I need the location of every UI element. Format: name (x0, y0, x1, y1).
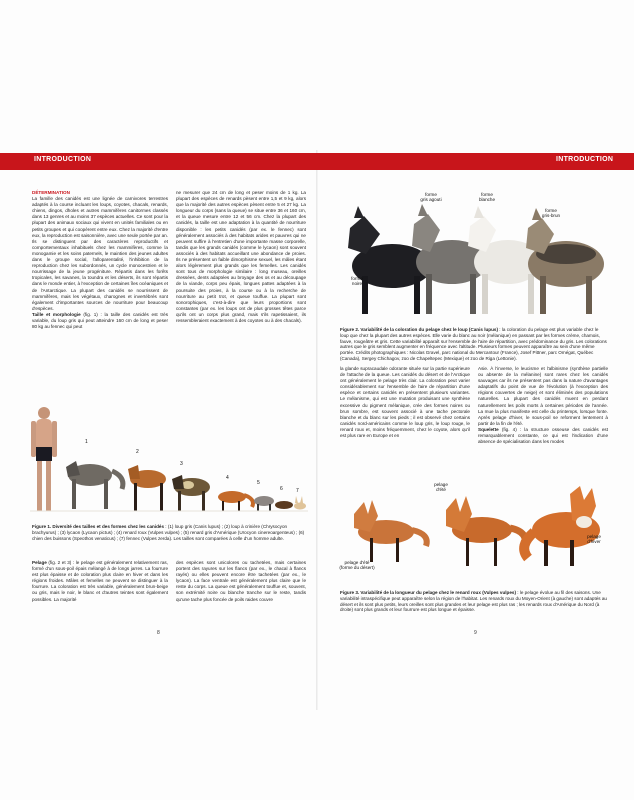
figure-1-number-2: 2 (136, 449, 139, 455)
grey-fox-figure (254, 496, 274, 511)
label-summer-desert: pelage d'été (forme du désert) (339, 560, 375, 571)
left-page-column-2 (176, 190, 306, 324)
skeleton-paragraph: (fig. 4) : la structure osseuse des canidés est remarquablement constante, ce qui est l'indication d'une absence de spécialisation dans les modes (478, 426, 608, 445)
fennec-figure (294, 496, 306, 510)
section-title: DÉTERMINATION (32, 190, 70, 195)
figure-1-caption-text: : (1) loup gris (Canis lupus) ; (2) loup à crinière (Chrysocyon brachyurus) ; (3) lycaon (Lycaon pictus) ; (4) renard roux (Vulpes vulpes) ; (5) renard gris d'Amérique (Urocyon cinereoargenteus) ; (6) chien des buissons (Speothos venaticus) ; (7) fennec (Vulpes zerda). Les tailles sont comparées à celle d'un homme adulte. (32, 524, 305, 541)
right-page-column-1 (340, 366, 470, 439)
pelage-paragraph: (fig. 2 et 3) : le pelage est généralement relativement ras, formé d'un sous-poil épais mélangé à de longs jarres. La fourrure est plus épaisse et de coloration plus claire en hiver et dans les régions froides. Mâles et femelles ne peuvent se distinguer à la fourrure. La coloration est très variable, généralement brun-beige ou gris, mais le noir, le blanc et d'autres teintes sont également possibles. La majorité (32, 560, 168, 602)
figure-1-number-4: 4 (226, 475, 229, 481)
book-gutter (316, 150, 318, 710)
label-grey-agouti: forme gris agouti (420, 192, 442, 203)
figure-2-caption-text: : la coloration du pelage est plus variable chez le loup que chez la plupart des autres espèces. Elle varie du blanc au noir (mélanique) en passant par les formes crème, chamois, fauve, rougeâtre et gris. Cette variabilité apparaît sur l'ensemble de l'aire de répartition, avec prédominance du gris. Les colorations autres que le gris semblent augmenter en fréquence avec l'altitude. Plusieurs formes peuvent apparaître au sein d'une même portée. Crédits photographiques : Nicolas Gravel, parc national du Mercantour (France), Josef Pittner, parc Omégat, Québec (Canada), Sergey Chichagov, zoo de Chapeltepec (Mexique) et zoo de Riga (Lettonie). (340, 327, 607, 361)
left-page-number: 8 (157, 630, 160, 636)
african-wild-dog-figure (172, 475, 210, 511)
albinism-paragraph: Asie. À l'inverse, le leucisme et l'albinisme (synthèse partielle ou absente de la mélanine) sont rares chez les canidés sauvages car ils ne présentent pas dans la nature d'avantages adaptatifs du point de vue de l'évolution (à l'exception des régions couvertes de neige) et sont éliminés des populations naturelles. La plupart des canidés muent en perdant naturellement les poils morts à certaines périodes de l'année. La mue la plus manifeste est celle du printemps, lorsque fonte. Après pelage d'hiver, le sous-poil se reforment lentement à partir de la fin de l'été. (478, 366, 608, 426)
figure-1-number-1: 1 (85, 439, 88, 445)
size-continued-paragraph: ne mesurer que 24 cm de long et peser moins de 1 kg. La plupart des espèces de renards pèsent entre 1,5 et 9 kg, alors que la majorité des autres espèces pèsent entre 5 et 27 kg. La longueur du corps (sans la queue) se situe entre 36 et 160 cm, et la queue mesure entre 12 et 56 cm. Chez la plupart des canidés, la taille est une adaptation à la quantité de nourriture disponible : les petits canidés (par ex. le fennec) sont généralement associés à des habitats arides et pauvres qui ne peuvent suffire à l'entretien d'une importante masse corporelle, tandis que les grands canidés (comme le lycaon) sont souvent associés à des habitats accueillant une abondance de proies. Ils ne présentent un faible dimorphisme sexuel, les mâles étant alors légèrement plus grands que les femelles. Les canidés sont tous de morphologie similaire : long museau, oreilles dressées, dents adaptées au broyage des os et au découpage de la viande, corps peu épais, longues pattes adaptées à la poursuite des proies, à la course ou à la recherche de nourriture au petit trot, et queue touffue. La plupart sont sonorophiques, c'est-à-dire que leurs proportions sont constantes (par ex. les loups ont de plus grosses têtes parce qu'ils ont un corps plus grand, mais s'ils rapetissaient, ils ressembleraient exactement à des coyotes ou à des chacals). (176, 190, 306, 323)
figure-2-caption-title: Figure 2. Variabilité de la coloration du pelage chez le loup (Canis lupus) (340, 327, 499, 332)
figure-3-caption (340, 590, 608, 613)
header-left-title: INTRODUCTION (34, 156, 92, 163)
label-winter: pelage d'hiver (587, 534, 601, 545)
figure-1-caption (32, 524, 308, 541)
chapter-header-bar (0, 153, 634, 170)
human-figure (31, 407, 57, 511)
size-paragraph: (fig. 1) : la taille des canidés est très variable, du loup gris qui peut atteindre 160 cm de long et peser 80 kg au fennec qui peut (32, 311, 169, 330)
left-page-bottom-column-2 (176, 560, 306, 603)
pelage-heading: Pelage (32, 560, 47, 565)
figure-1-illustration (30, 405, 308, 520)
skeleton-heading: Squelette (478, 426, 499, 432)
summer-red-fox-figure (446, 496, 525, 566)
figure-1-caption-title: Figure 1. Diversité des tailles et des formes chez les canidés (32, 524, 165, 529)
header-right-title: INTRODUCTION (556, 156, 614, 163)
right-page-column-2 (478, 366, 608, 445)
left-page-column-1 (32, 190, 168, 330)
desert-red-fox-figure (354, 500, 427, 562)
figure-2-caption (340, 327, 608, 362)
maned-wolf-figure (128, 465, 166, 511)
pelage-colour-paragraph: la glande supracaudale odorante située sur la partie supérieure de l'attache de la queue. Les canidés du désert et de l'Arctique ont généralement le pelage très clair. La coloration peut varier considérablement sur l'ensemble de l'aire de répartition d'une espèce et certains canidés en présentent plusieurs variantes. Le mélanisme, qui est une mutation produisant une synthèse excessive du pigment mélanique, crée des formes noires ou brun sombre, est souvent associé à une tache pectorale blanche et du blanc sur les pieds ; il est observé chez certains canidés nord-américains comme le loup gris, le loup rouge, le renard roux et, moins fréquemment, chez le coyote, alors qu'il est plus rare en Europe et en (340, 366, 470, 439)
left-page-bottom-column-1 (32, 560, 168, 603)
red-fox-figure (218, 491, 253, 511)
size-heading: Taille et morphologie (32, 311, 81, 317)
label-summer: pelage d'été (434, 482, 448, 493)
figure-1-number-7: 7 (296, 488, 299, 494)
figure-1-number-3: 3 (180, 461, 183, 467)
label-white: forme blanche (478, 192, 496, 203)
pelage-continued-paragraph: des espèces sont unicolores ou tachetées, mais certaines portent des rayures sur les flancs (par ex., le chacal à flancs rayés) ou elles peuvent encore être tachetées (par ex., le lycaon). La face ventrale est généralement plus claire que le reste du corps. La queue est généralement touffue et, souvent, son extrémité noire ou blanche tranche sur le reste, tandis qu'une tache plus foncée de poils raides couvre (176, 560, 306, 602)
label-grey-brown: forme gris-brun (541, 208, 561, 219)
figure-1-number-6: 6 (280, 486, 283, 492)
bush-dog-figure (275, 501, 293, 509)
figure-1-number-5: 5 (257, 480, 260, 486)
figure-3-caption-text: : le pelage évolue au fil des saisons. Une variabilité intraspécifique peut apparaître selon la région de l'habitat. Les renards roux du Moyen-Orient (à gauche) sont adaptés au désert et ils sont plus petits, leurs oreilles sont plus grandes et leur pelage est plus ras ; les renards roux d'Amérique du Nord (à droite) sont plus grands et leur fourrure est plus longue et épaisse. (340, 590, 607, 613)
wolf-grey-brown-figure (526, 208, 604, 314)
figure-3-illustration (334, 474, 610, 584)
figure-3-caption-title: Figure 3. Variabilité de la longueur du pelage chez le renard roux (Vulpes vulpes) (340, 590, 516, 595)
grey-wolf-figure (66, 461, 123, 509)
intro-paragraph: La famille des canidés est une lignée de carnivores terrestres adaptés à la course incluant les loups, coyotes, chacals, renards, chiens, dingos, dholes et autres mammifères canitormes classés dans 13 genres et au moins 37 espèces actuelles. Ce sont pour la plupart des animaux sociaux qui vivent en unités familiales ou en petits groupes et qui coopèrent entre eux. Chez la majorité d'entre eux, la reproduction est saisonnière, avec une seule portée par an. Ils se distinguent par des caractères reproductifs et comportementaux inhabituels chez les mammifères, comme la monogamie et les soins paternels, le maintien des jeunes adultes dans le groupe social, l'alloparentalité, l'inhibition de la reproduction chez les subordonnés, un cycle monocestrien et le nourrissage de la jeune progéniture. Répartis dans les forêts tropicales, les savanes, la toundra et les déserts, ils sont répartis dans le monde entier, à l'exception de certaines îles océaniques et de l'Antarctique. La plupart des canidés se nourrissent de mammifères, mais les végétaux, charognes et invertébrés sont également d'importantes sources de nourriture pour beaucoup d'espèces. (32, 196, 168, 311)
figure-2-illustration (340, 188, 608, 323)
winter-red-fox-figure (524, 486, 600, 566)
right-page-number: 9 (474, 630, 477, 636)
label-black: forme noire (351, 276, 363, 287)
